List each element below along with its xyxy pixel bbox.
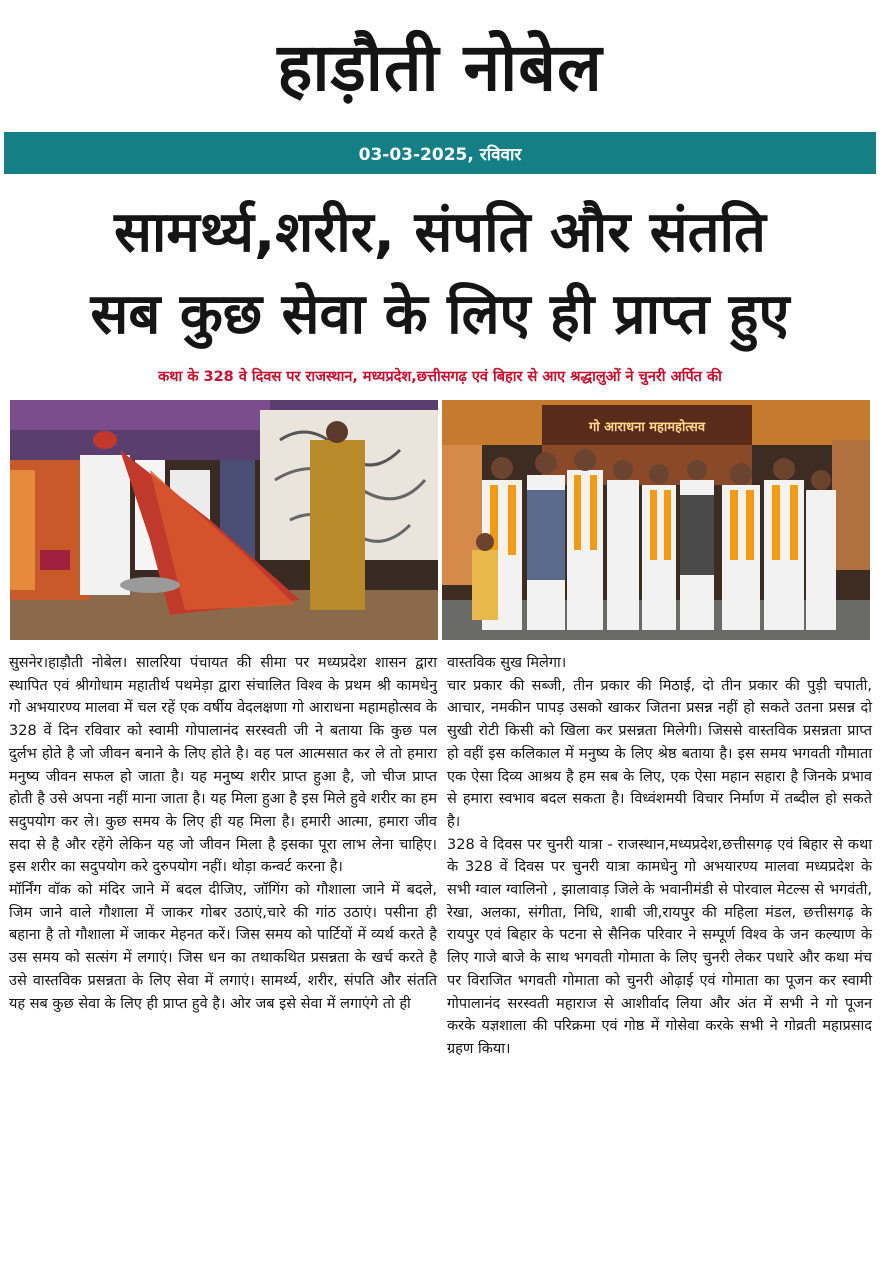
headline-line-1: सामर्थ्य,शरीर, संपति और संतति <box>114 200 766 265</box>
subheadline: कथा के 328 वे दिवस पर राजस्थान, मध्यप्रदेश,छत्तीसगढ़ एवं बिहार से आए श्रद्धालुओं ने चुनरी अर्पित की <box>158 369 722 385</box>
article-paragraph: वास्तविक सुख मिलेगा। <box>447 655 567 671</box>
article-paragraph: सुसनेर।हाड़ौती नोबेल। सालरिया पंचायत की सीमा पर मध्यप्रदेश शासन द्वारा स्थापित एवं श्रीगोधाम महातीर्थ पथमेड़ा द्वारा संचालित विश्व के प्रथम श्री कामधेनु गो अभयारण्य मालवा में चल रहें एक वर्षीय वेदलक्षणा गो आराधना महामहोत्सव के 328 वें दिन रविवार को स्वामी गोपालानंद सरस्वती जी ने बताया कि कुछ पल दुर्लभ होते है जो जीवन बनाने के लिए होते है। वह पल आत्मसात कर ले तो हमारा मनुष्य जीवन सफल हो जाता है। यह मनुष्य शरीर प्राप्त हुआ है, जो चीज प्राप्त होती है उसे अपना नहीं माना जाता है। यह मिला हुआ है इस मिले हुवे शरीर का हम सदुपयोग कर ले। कुछ समय के लिए ही यह मिला है। हमारी आत्मा, हमारा जीव सदा से है और रहेंगे लेकिन यह जो जीवन मिला है इसका पूरा लाभ लेना चाहिए। इस शरीर का सदुपयोग करे दुरुपयोग नहीं। थोड़ा कन्वर्ट करना है। <box>9 655 437 876</box>
headline-line-2: सब कुछ सेवा के लिए ही प्राप्त हुए <box>90 282 790 347</box>
photo-sign: गो आराधना महामहोत्सव <box>588 420 706 435</box>
headline <box>0 192 880 356</box>
article-paragraph: 328 वे दिवस पर चुनरी यात्रा - राजस्थान,मध्यप्रदेश,छत्तीसगढ़ एवं बिहार से कथा के 328 वें दिवस पर चुनरी यात्रा कामधेनु गो अभयारण्य मालवा मध्यप्रदेश के सभी ग्वाल ग्वालिनो , झालावाड़ जिले के भवानीमंडी से पोरवाल मेटल्स से भगवंती, रेखा, अलका, संगीता, निधि, शाबी जी,रायपुर की महिला मंडल, छत्तीसगढ़ के रायपुर एवं बिहार के पटना से सैनिक परिवार ने सम्पूर्ण विश्व के जन कल्याण के लिए गाजे बाजे के साथ भगवती गोमाता के लिए चुनरी लेकर पधारे और कथा मंच पर विराजित भगवती गोमाता को चुनरी ओढ़ाई एवं गोमाता का पूजन कर स्वामी गोपालानंद सरस्वती महाराज से आशीर्वाद लिया और अंत में सभी ने गो पूजन करके यज्ञशाला की परिक्रमा एवं गोष्ठ में गोसेवा करके सभी ने गोव्रती महाप्रसाद ग्रहण किया। <box>447 836 872 1057</box>
masthead <box>0 0 880 130</box>
article-column-right <box>447 652 872 1061</box>
photo-chunari-offering <box>10 400 438 640</box>
article-paragraph: चार प्रकार की सब्जी, तीन प्रकार की मिठाई, दो तीन प्रकार की पुड़ी चपाती, आचार, नमकीन पापड़ उसको खाकर जितना प्रसन्न नहीं हो सकते उतना प्रसन्न दो सुखी रोटी किसी को खिला कर प्रसन्नता मिलेगी। जिससे वास्तविक प्रसन्नता प्राप्त हो वहीं इस कलिकाल में मनुष्य के लिए श्रेष्ठ बताया है। इस समय भगवती गौमाता एक ऐसा दिव्य आश्रय है हम सब के लिए, एक ऐसा महान सहारा है जिनके प्रभाव से हमारा स्वभाव बदल सकता है। विध्वंशमयी विचार निर्माण में तब्दील हो सकते है। <box>447 677 872 830</box>
newspaper-title: हाड़ौती नोबेल <box>277 29 603 106</box>
article-column-left <box>9 652 437 1015</box>
article-paragraph: मॉर्निंग वॉक को मंदिर जाने में बदल दीजिए, जॉगिंग को गौशाला जाने में बदले, जिम जाने वाले गौशाला में जाकर गोबर उठाएं,चारे की गांठ उठाएं। पसीना ही बहाना है तो गौशाला में जाकर मेहनत करें। जिस समय को पार्टियों में व्यर्थ करते है उस समय को सत्संग में लगाएं। जिस धन का तथाकथित प्रसन्नता के खर्च करते है उसे वास्तविक प्रसन्नता के लिए सेवा में लगाएं। सामर्थ्य, शरीर, संपति और संतति यह सब कुछ सेवा के लिए ही प्राप्त हुवे है। ओर जब इसे सेवा में लगाएंगे तो ही <box>9 882 437 1012</box>
photo-devotees-group <box>442 400 870 640</box>
date-bar <box>4 132 876 174</box>
issue-date: 03-03-2025, रविवार <box>358 144 522 165</box>
